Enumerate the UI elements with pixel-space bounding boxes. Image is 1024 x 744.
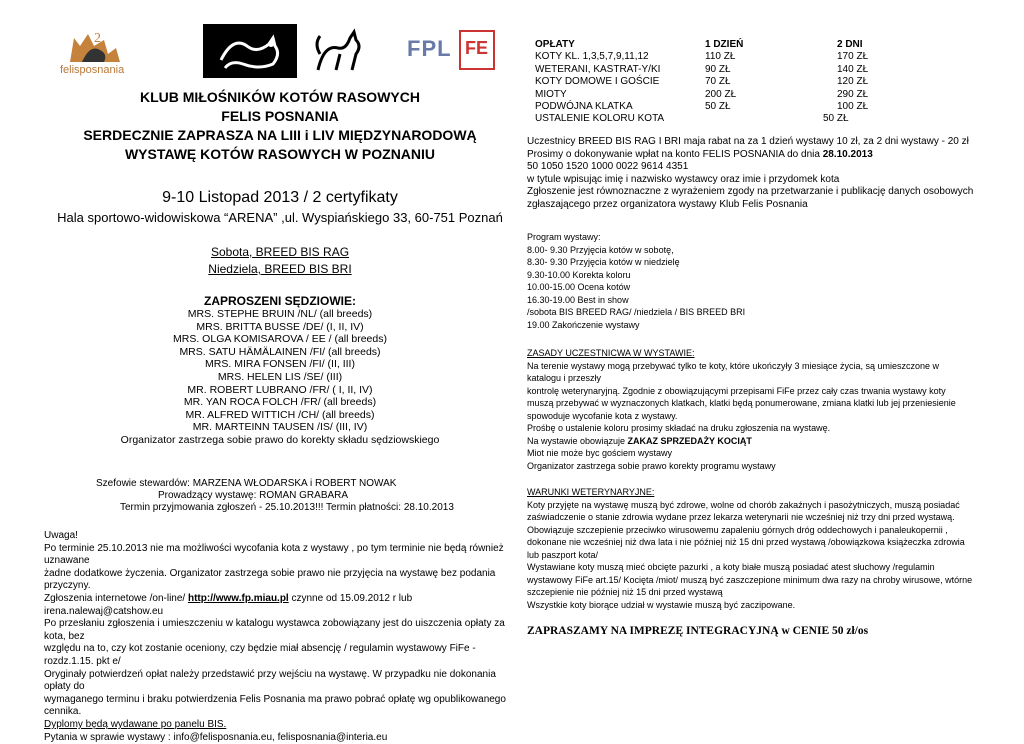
consent-line: Zgłoszenie jest równoznaczne z wyrażeniem zgody na przetwarzanie i publikację danych osobowych <box>527 186 987 199</box>
fpl-logo-text: FPL <box>407 36 452 62</box>
program-section <box>527 231 745 331</box>
cat-logo-icon <box>60 24 140 66</box>
program-item: 19.00 Zakończenie wystawy <box>527 319 745 332</box>
fife-logo <box>459 30 495 70</box>
header-line-1: KLUB MIŁOŚNIKÓW KOTÓW RASOWYCH <box>40 88 520 107</box>
header-line-3: SERDECZNIE ZAPRASZA NA LIII i LIV MIĘDZYNARODOWĄ <box>40 126 520 145</box>
payment-date: 28.10.2013 <box>823 149 873 160</box>
judge-item: MR. ROBERT LUBRANO /FR/ ( I, II, IV) <box>40 384 520 397</box>
fee-color-price: 50 ZŁ <box>823 113 849 125</box>
rules-line: Organizator zastrzega sobie prawo korekty programu wystawy <box>527 460 987 473</box>
header <box>40 88 520 164</box>
vet-line: Wystawiane koty muszą mieć obcięte pazurki , a koty białe muszą posiadać atest słuchowy /regulamin <box>527 561 987 574</box>
table-row <box>535 51 975 63</box>
program-item: /sobota BIS BREED RAG/ /niedziela / BIS BREED BRI <box>527 306 745 319</box>
fees-header-1day: 1 DZIEŃ <box>705 39 743 51</box>
judge-item: MRS. HELEN LIS /SE/ (III) <box>40 371 520 384</box>
notice-line-text: Zgłoszenia internetowe /on-line/ <box>44 593 188 604</box>
notice-line-text: czynne od 15.09.2012 r lub irena.nalewaj@catshow.eu <box>44 593 412 617</box>
saturday-breed: Sobota, BREED BIS RAG <box>40 244 520 260</box>
notice-line: Po przesłaniu zgłoszenia i umieszczeniu w katalogu wystawca zobowiązany jest do uiszczenia opłaty za kota, bez <box>44 618 514 643</box>
judge-item: MRS. BRITTA BUSSE /DE/ (I, II, IV) <box>40 321 520 334</box>
rules-line: katalogu i przeszły <box>527 372 987 385</box>
notice-line: względu na to, czy kot zostanie oceniony, czy będzie miał absencję / regulamin wystawowy FiFe - rozdz.1.15. pkt e/ <box>44 643 514 668</box>
judges-note: Organizator zastrzega sobie prawo do korekty składu sędziowskiego <box>40 434 520 447</box>
program-item: 16.30-19.00 Best in show <box>527 294 745 307</box>
fee-2days: 170 ZŁ <box>837 51 868 63</box>
discount-note: Uczestnicy BREED BIS RAG I BRI maja rabat na za 1 dzień wystawy 10 zł, za 2 dni wystawy - 20 zł <box>527 136 987 149</box>
svg-text:2: 2 <box>94 31 101 46</box>
notice-line: żadne dodatkowe życzenia. Organizator zastrzega sobie prawo nie przyjęcia na wystawę bez podania przyczyny. <box>44 568 514 593</box>
fee-2days: 140 ZŁ <box>837 64 868 76</box>
fees-header-row <box>535 39 975 51</box>
vet-line: wystawowy FiFe art.15/ Kocięta /miot/ muszą być zaszczepione minimum dwa razy na chroby wirusowe, wtórne <box>527 574 987 587</box>
consent-line: zgłaszającego przez organizatora wystawy Klub Felis Posnania <box>527 199 987 212</box>
table-row <box>535 89 975 101</box>
fee-category: MIOTY <box>535 89 567 101</box>
program-item: 10.00-15.00 Ocena kotów <box>527 281 745 294</box>
payment-text: Prosimy o dokonywanie wpłat na konto FELIS POSNANIA do dnia <box>527 149 823 160</box>
felis-posnania-logo <box>60 24 140 78</box>
vet-line: szczepienie nie później niż 15 dni przed wystawą <box>527 586 987 599</box>
fee-1day: 110 ZŁ <box>705 51 735 63</box>
judge-item: MRS. MIRA FONSEN /FI/ (II, III) <box>40 358 520 371</box>
felis-logo-text: felisposnania <box>60 64 124 76</box>
cat-silhouette-icon <box>203 24 297 78</box>
transfer-title-note: w tytule wpisując imię i nazwisko wystawcy oraz imie i przydomek kota <box>527 174 987 187</box>
fees-header-label: OPŁATY <box>535 39 575 51</box>
table-row <box>535 76 975 88</box>
rules-line: Prośbę o ustalenie koloru prosimy składać na druku zgłoszenia na wystawę. <box>527 422 987 435</box>
black-cat-logo <box>203 24 297 78</box>
fee-2days: 290 ZŁ <box>837 89 868 101</box>
fee-category: USTALENIE KOLORU KOTA <box>535 113 664 125</box>
table-row <box>535 113 975 125</box>
notice-diplomas: Dyplomy będą wydawane po panelu BIS. <box>44 719 514 732</box>
closing-invitation: ZAPRASZAMY NA IMPREZĘ INTEGRACYJNĄ w CENIE 50 zł/os <box>527 625 868 637</box>
program-item: 8.00- 9.30 Przyjęcia kotów w sobotę, <box>527 244 745 257</box>
program-title: Program wystawy: <box>527 231 745 244</box>
fee-1day: 90 ZŁ <box>705 64 731 76</box>
event-venue: Hala sportowo-widowiskowa “ARENA” ,ul. Wyspiańskiego 33, 60-751 Poznań <box>20 210 540 225</box>
rules-line: Na terenie wystawy mogą przebywać tylko te koty, które ukończyły 3 miesiące życia, są umieszczone w <box>527 360 987 373</box>
fees-table <box>535 39 975 126</box>
judges-section <box>40 294 520 447</box>
fee-category: KOTY DOMOWE I GOŚCIE <box>535 76 659 88</box>
fee-category: PODWÓJNA KLATKA <box>535 101 633 113</box>
deadline: Termin przyjmowania zgłoszeń - 25.10.2013!!! Termin płatności: 28.10.2013 <box>120 502 454 515</box>
logo-strip <box>60 24 500 84</box>
header-line-4: WYSTAWĘ KOTÓW RASOWYCH W POZNANIU <box>40 145 520 164</box>
notice-section <box>44 530 514 744</box>
program-item: 8.30- 9.30 Przyjęcia kotów w niedzielę <box>527 256 745 269</box>
stewards: Szefowie stewardów: MARZENA WŁODARSKA i ROBERT NOWAK <box>96 478 396 491</box>
judge-item: MR. MARTEINN TAUSEN /IS/ (III, IV) <box>40 421 520 434</box>
vet-line: zaświadczenie o stanie zdrowia wydane przez lekarza weterynarii nie wcześniej niż trzy dni przed wystawą. <box>527 511 987 524</box>
payment-note <box>527 149 987 162</box>
bank-account: 50 1050 1520 1000 0022 9614 4351 <box>527 161 987 174</box>
rules-text: Na wystawie obowiązuje <box>527 436 628 446</box>
no-sale-notice: ZAKAZ SPRZEDAŻY KOCIĄT <box>628 436 752 446</box>
notice-contact: Pytania w sprawie wystawy : info@felisposnania.eu, felisposnania@interia.eu <box>44 732 514 744</box>
sunday-breed: Niedziela, BREED BIS BRI <box>40 261 520 277</box>
fee-category: WETERANI, KASTRAT-Y/KI <box>535 64 660 76</box>
notice-line <box>44 593 514 618</box>
fee-2days: 120 ZŁ <box>837 76 868 88</box>
vet-title: WARUNKI WETERYNARYJNE: <box>527 486 987 499</box>
vet-line: dokonane nie wcześniej niż dwa lata i nie później niż 15 dni przed wystawą /obowiązkowa książeczka zdrowia <box>527 536 987 549</box>
header-line-2: FELIS POSNANIA <box>40 107 520 126</box>
show-manager: Prowadzący wystawę: ROMAN GRABARA <box>158 490 348 503</box>
judge-item: MRS. SATU HÄMÄLAINEN /FI/ (all breeds) <box>40 346 520 359</box>
registration-link[interactable]: http://www.fp.miau.pl <box>188 593 289 604</box>
vet-section <box>527 486 987 611</box>
judge-item: MRS. OLGA KOMISAROVA / EE / (all breeds) <box>40 333 520 346</box>
fee-category: KOTY KL. 1,3,5,7,9,11,12 <box>535 51 649 63</box>
fees-header-2days: 2 DNI <box>837 39 863 51</box>
judge-item: MRS. STEPHE BRUIN /NL/ (all breeds) <box>40 308 520 321</box>
event-date: 9-10 Listopad 2013 / 2 certyfikaty <box>40 188 520 208</box>
fee-1day: 70 ZŁ <box>705 76 731 88</box>
notice-line: Po terminie 25.10.2013 nie ma możliwości wycofania kota z wystawy , po tym terminie nie będą również uznawane <box>44 543 514 568</box>
fife-logo-text: FE <box>465 38 488 59</box>
fee-1day: 50 ZŁ <box>705 101 731 113</box>
judges-title: ZAPROSZENI SĘDZIOWIE: <box>40 294 520 308</box>
fee-2days: 100 ZŁ <box>837 101 868 113</box>
judge-item: MR. YAN ROCA FOLCH /FR/ (all breeds) <box>40 396 520 409</box>
table-row <box>535 101 975 113</box>
payment-section <box>527 136 987 212</box>
rules-line: muszą przebywać w wyznaczonych klatkach, klatki będą ponumerowane, zmiana klatki lub jej przeniesienie <box>527 397 987 410</box>
rules-line: spowoduje wycofanie kota z wystawy. <box>527 410 987 423</box>
vet-line: Wszystkie koty biorące udział w wystawie muszą być zaczipowane. <box>527 599 987 612</box>
rules-section <box>527 347 987 472</box>
notice-title: Uwaga! <box>44 530 514 543</box>
fpl-fife-logo <box>407 24 493 78</box>
judge-item: MR. ALFRED WITTICH /CH/ (all breeds) <box>40 409 520 422</box>
rules-line: kontrolę weterynaryjną. Zgodnie z obowiązującymi przepisami FiFe przez cały czas trwania wystawy koty <box>527 385 987 398</box>
notice-line: Oryginały potwierdzeń opłat należy przedstawić przy wejściu na wystawę. W przypadku nie dokonania opłaty do <box>44 669 514 694</box>
program-item: 9.30-10.00 Korekta koloru <box>527 269 745 282</box>
vet-line: Koty przyjęte na wystawę muszą być zdrowe, wolne od chorób zakaźnych i pasożytniczych, muszą posiadać <box>527 499 987 512</box>
vet-line: lub paszport kota/ <box>527 549 987 562</box>
cat-sketch-logo <box>310 24 370 78</box>
rules-line <box>527 435 987 448</box>
table-row <box>535 64 975 76</box>
rules-line: Miot nie może byc gościem wystawy <box>527 447 987 460</box>
vet-line: Obowiązuje szczepienie przeciwko wirusowemu zapaleniu górnych dróg oddechowych i panaleukopernii , <box>527 524 987 537</box>
cat-sketch-icon <box>310 24 370 78</box>
fee-1day: 200 ZŁ <box>705 89 736 101</box>
rules-title: ZASADY UCZESTNICWA W WYSTAWIE: <box>527 347 987 360</box>
notice-line: wymaganego terminu i braku potwierdzenia Felis Posnania ma prawo pobrać opłatę wg opublikowanego cennika. <box>44 694 514 719</box>
